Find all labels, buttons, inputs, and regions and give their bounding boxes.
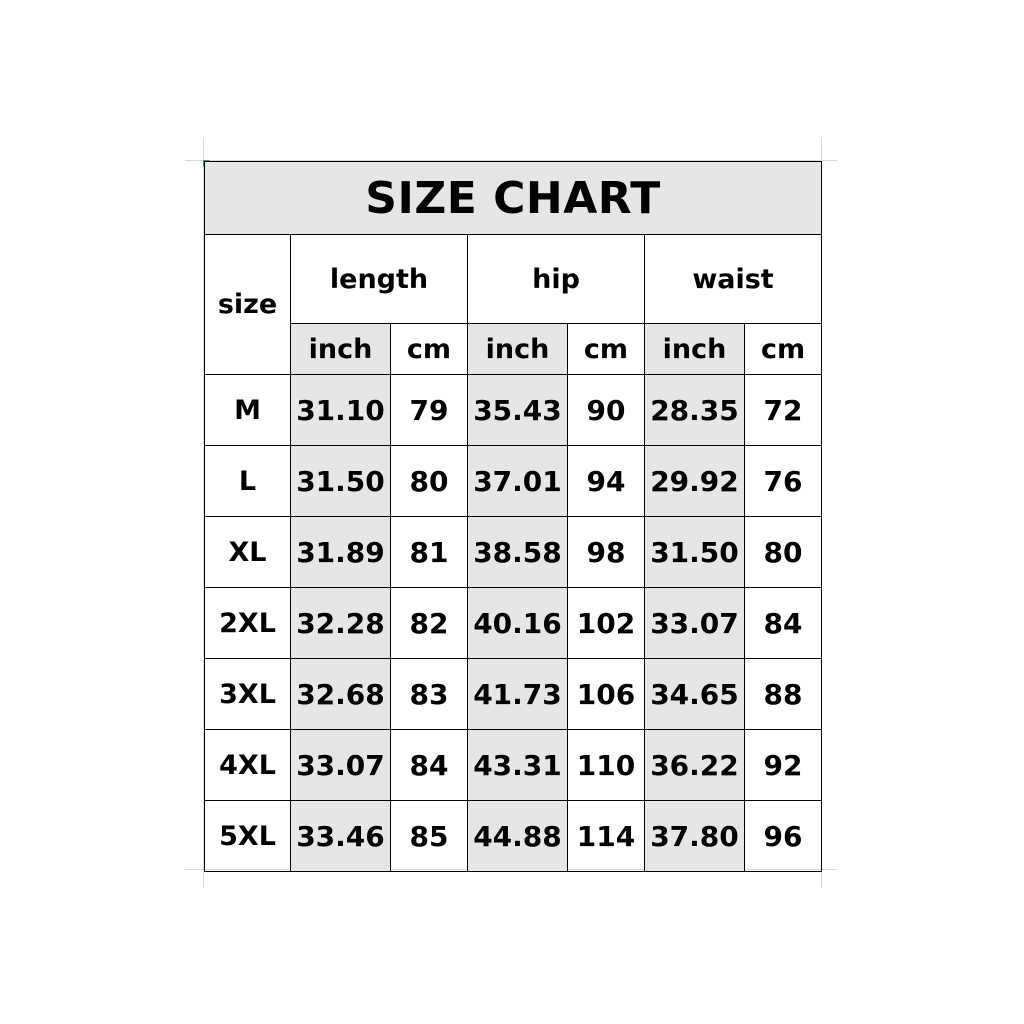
waist-cm-header: cm bbox=[745, 324, 822, 375]
length-inch-cell: 31.50 bbox=[291, 446, 391, 517]
length-cm-cell: 83 bbox=[391, 659, 468, 730]
waist-cm-cell: 84 bbox=[745, 588, 822, 659]
size-label-cell: 3XL bbox=[205, 659, 291, 730]
hip-cm-cell: 106 bbox=[568, 659, 645, 730]
length-inch-cell: 31.89 bbox=[291, 517, 391, 588]
hip-cm-cell: 110 bbox=[568, 730, 645, 801]
hip-cm-header: cm bbox=[568, 324, 645, 375]
size-rows bbox=[205, 375, 822, 872]
length-cm-cell: 80 bbox=[391, 446, 468, 517]
waist-cm-cell: 76 bbox=[745, 446, 822, 517]
hip-inch-cell: 37.01 bbox=[468, 446, 568, 517]
size-chart-table bbox=[204, 161, 822, 872]
waist-group-header: waist bbox=[645, 235, 822, 324]
length-inch-cell: 32.68 bbox=[291, 659, 391, 730]
waist-cm-cell: 92 bbox=[745, 730, 822, 801]
waist-cm-cell: 96 bbox=[745, 801, 822, 872]
hip-cm-cell: 102 bbox=[568, 588, 645, 659]
hip-inch-cell: 40.16 bbox=[468, 588, 568, 659]
waist-inch-cell: 37.80 bbox=[645, 801, 745, 872]
length-inch-cell: 31.10 bbox=[291, 375, 391, 446]
waist-inch-cell: 28.35 bbox=[645, 375, 745, 446]
hip-inch-cell: 41.73 bbox=[468, 659, 568, 730]
table-row bbox=[205, 659, 822, 730]
size-label-cell: M bbox=[205, 375, 291, 446]
length-inch-cell: 33.07 bbox=[291, 730, 391, 801]
table-row bbox=[205, 446, 822, 517]
hip-cm-cell: 114 bbox=[568, 801, 645, 872]
hip-cm-cell: 98 bbox=[568, 517, 645, 588]
header-row-units bbox=[205, 324, 822, 375]
length-cm-cell: 84 bbox=[391, 730, 468, 801]
hip-inch-cell: 43.31 bbox=[468, 730, 568, 801]
size-label-cell: 4XL bbox=[205, 730, 291, 801]
hip-inch-header: inch bbox=[468, 324, 568, 375]
waist-inch-cell: 29.92 bbox=[645, 446, 745, 517]
title-row bbox=[205, 162, 822, 235]
length-inch-cell: 32.28 bbox=[291, 588, 391, 659]
size-label-cell: XL bbox=[205, 517, 291, 588]
table-row bbox=[205, 588, 822, 659]
table-row bbox=[205, 801, 822, 872]
waist-inch-header: inch bbox=[645, 324, 745, 375]
chart-title: SIZE CHART bbox=[205, 162, 822, 235]
size-label-cell: L bbox=[205, 446, 291, 517]
hip-cm-cell: 90 bbox=[568, 375, 645, 446]
length-inch-cell: 33.46 bbox=[291, 801, 391, 872]
size-column-header: size bbox=[205, 235, 291, 375]
waist-cm-cell: 88 bbox=[745, 659, 822, 730]
length-cm-cell: 85 bbox=[391, 801, 468, 872]
header-row-groups bbox=[205, 235, 822, 324]
hip-group-header: hip bbox=[468, 235, 645, 324]
waist-inch-cell: 34.65 bbox=[645, 659, 745, 730]
length-inch-header: inch bbox=[291, 324, 391, 375]
length-group-header: length bbox=[291, 235, 468, 324]
table-row bbox=[205, 517, 822, 588]
size-label-cell: 5XL bbox=[205, 801, 291, 872]
hip-cm-cell: 94 bbox=[568, 446, 645, 517]
length-cm-cell: 79 bbox=[391, 375, 468, 446]
hip-inch-cell: 35.43 bbox=[468, 375, 568, 446]
hip-inch-cell: 38.58 bbox=[468, 517, 568, 588]
waist-inch-cell: 33.07 bbox=[645, 588, 745, 659]
waist-inch-cell: 31.50 bbox=[645, 517, 745, 588]
length-cm-cell: 81 bbox=[391, 517, 468, 588]
waist-cm-cell: 72 bbox=[745, 375, 822, 446]
table-row bbox=[205, 730, 822, 801]
table-row bbox=[205, 375, 822, 446]
waist-inch-cell: 36.22 bbox=[645, 730, 745, 801]
length-cm-cell: 82 bbox=[391, 588, 468, 659]
hip-inch-cell: 44.88 bbox=[468, 801, 568, 872]
waist-cm-cell: 80 bbox=[745, 517, 822, 588]
length-cm-header: cm bbox=[391, 324, 468, 375]
size-label-cell: 2XL bbox=[205, 588, 291, 659]
